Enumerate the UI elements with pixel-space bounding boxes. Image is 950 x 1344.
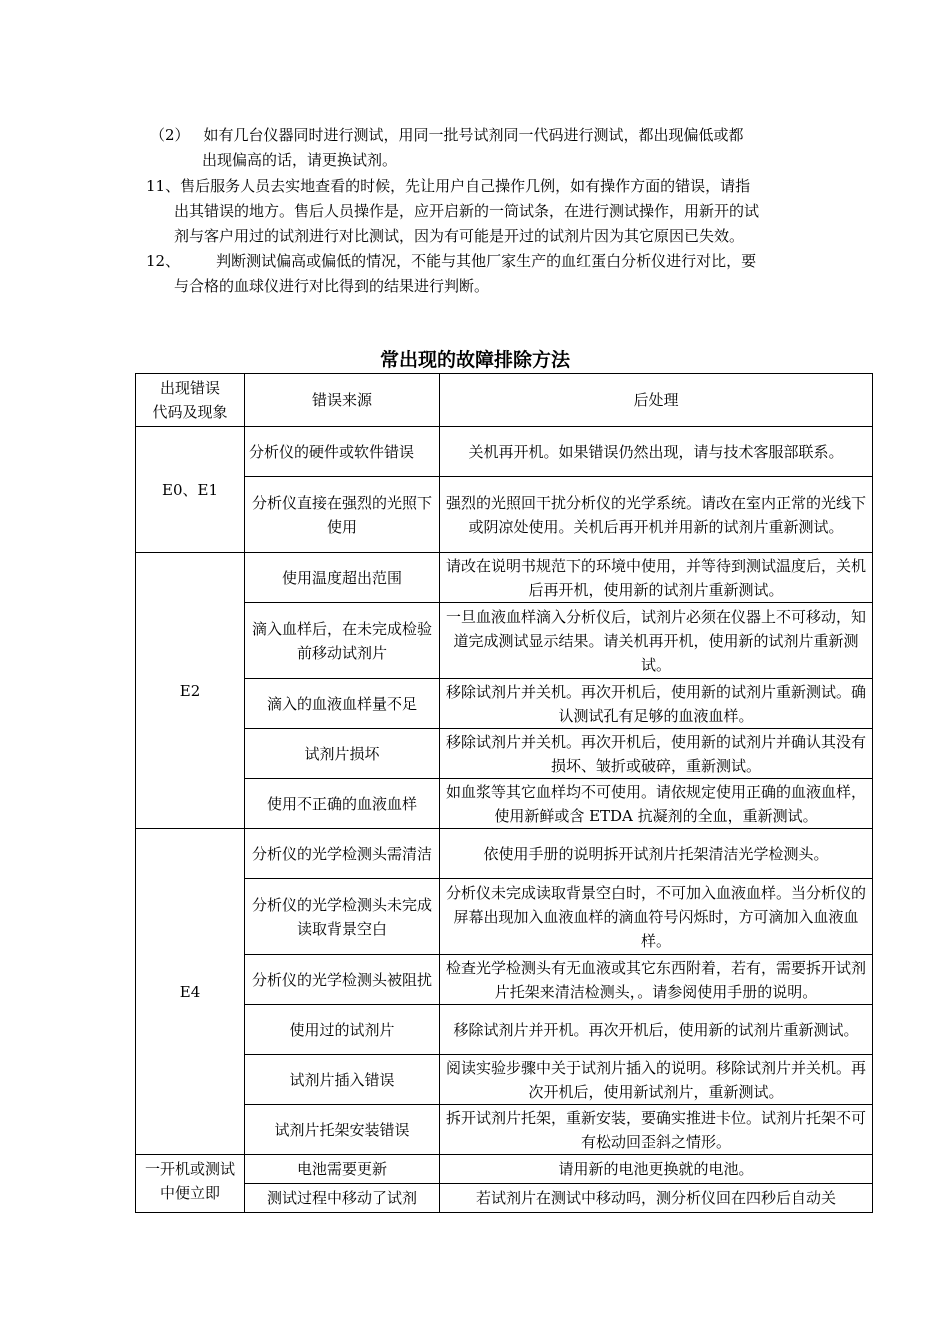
solution-cell: 移除试剂片并开机。再次开机后，使用新的试剂片重新测试。 bbox=[440, 1005, 873, 1055]
paragraph-line: 判断测试偏高或偏低的情况，不能与其他厂家生产的血红蛋白分析仪进行对比，要 bbox=[216, 252, 757, 270]
solution-cell: 若试剂片在测试中移动吗，测分析仪回在四秒后自动关 bbox=[440, 1184, 873, 1213]
troubleshooting-table bbox=[135, 373, 873, 1213]
header-code: 出现错误 代码及现象 bbox=[136, 374, 245, 427]
table-row bbox=[136, 729, 873, 779]
paragraph-line: 出其错误的地方。售后人员操作是，应开启新的一筒试条，在进行测试操作，用新开的试 bbox=[174, 202, 760, 220]
paragraph-item-12 bbox=[146, 249, 756, 299]
source-cell: 试剂片插入错误 bbox=[245, 1055, 440, 1105]
source-cell: 使用温度超出范围 bbox=[245, 553, 440, 603]
section-title: 常出现的故障排除方法 bbox=[379, 349, 570, 371]
table-row bbox=[136, 879, 873, 955]
table-row bbox=[136, 1155, 873, 1184]
solution-cell: 检查光学检测头有无血液或其它东西附着，若有，需要拆开试剂片托架来清洁检测头，。请参阅使用手册的说明。 bbox=[440, 955, 873, 1005]
error-code-cell: E2 bbox=[136, 553, 245, 829]
source-cell: 测试过程中移动了试剂 bbox=[245, 1184, 440, 1213]
paragraph-line: 剂与客户用过的试剂进行对比测试，因为有可能是开过的试剂片因为其它原因已失效。 bbox=[174, 227, 745, 245]
table-row bbox=[136, 427, 873, 477]
paragraph-item-2 bbox=[150, 123, 744, 173]
source-cell: 滴入血样后，在未完成检验前移动试剂片 bbox=[245, 603, 440, 679]
header-source: 错误来源 bbox=[245, 374, 440, 427]
paragraph-line: 售后服务人员去实地查看的时候，先让用户自己操作几例，如有操作方面的错误，请指 bbox=[180, 177, 751, 195]
source-cell: 试剂片托架安装错误 bbox=[245, 1105, 440, 1155]
source-cell: 分析仪的光学检测头被阻扰 bbox=[245, 955, 440, 1005]
source-cell: 使用过的试剂片 bbox=[245, 1005, 440, 1055]
solution-cell: 移除试剂片并关机。再次开机后，使用新的试剂片并确认其没有损坏、皱折或破碎，重新测试。 bbox=[440, 729, 873, 779]
solution-cell: 请用新的电池更换就的电池。 bbox=[440, 1155, 873, 1184]
source-cell: 分析仪的光学检测头需清洁 bbox=[245, 829, 440, 879]
error-code-cell: E4 bbox=[136, 829, 245, 1155]
source-cell: 电池需要更新 bbox=[245, 1155, 440, 1184]
table-row bbox=[136, 679, 873, 729]
solution-cell: 强烈的光照回干扰分析仪的光学系统。请改在室内正常的光线下或阴凉处使用。关机后再开机并用新的试剂片重新测试。 bbox=[440, 477, 873, 553]
error-code-cell: E0、E1 bbox=[136, 427, 245, 553]
table-header-row bbox=[136, 374, 873, 427]
item-label: 11、 bbox=[146, 177, 181, 195]
paragraph-item-11 bbox=[146, 174, 759, 249]
solution-cell: 请改在说明书规范下的环境中使用，并等待到测试温度后，关机后再开机，使用新的试剂片重新测试。 bbox=[440, 553, 873, 603]
solution-cell: 阅读实验步骤中关于试剂片插入的说明。移除试剂片并关机。再次开机后，使用新试剂片，重新测试。 bbox=[440, 1055, 873, 1105]
source-cell: 分析仪直接在强烈的光照下使用 bbox=[245, 477, 440, 553]
source-cell: 分析仪的光学检测头未完成读取背景空白 bbox=[245, 879, 440, 955]
header-handling: 后处理 bbox=[440, 374, 873, 427]
source-cell: 试剂片损坏 bbox=[245, 729, 440, 779]
paragraph-line: 如有几台仪器同时进行测试，用同一批号试剂同一代码进行测试，都出现偏低或都 bbox=[203, 126, 744, 144]
item-label: （2） bbox=[150, 126, 190, 144]
table-row bbox=[136, 553, 873, 603]
table-row bbox=[136, 1055, 873, 1105]
solution-cell: 拆开试剂片托架，重新安装，要确实推进卡位。试剂片托架不可有松动回歪斜之情形。 bbox=[440, 1105, 873, 1155]
error-code-cell: 一开机或测试中便立即 bbox=[136, 1155, 245, 1213]
source-cell: 使用不正确的血液血样 bbox=[245, 779, 440, 829]
table-row bbox=[136, 829, 873, 879]
table-row bbox=[136, 1105, 873, 1155]
table-row bbox=[136, 1184, 873, 1213]
solution-cell: 移除试剂片并关机。再次开机后，使用新的试剂片重新测试。确认测试孔有足够的血液血样。 bbox=[440, 679, 873, 729]
source-cell: 滴入的血液血样量不足 bbox=[245, 679, 440, 729]
paragraph-line: 与合格的血球仪进行对比得到的结果进行判断。 bbox=[174, 277, 490, 295]
paragraph-line: 出现偏高的话，请更换试剂。 bbox=[202, 151, 398, 169]
table-row bbox=[136, 779, 873, 829]
solution-cell: 如血浆等其它血样均不可使用。请依规定使用正确的血液血样，使用新鲜或含 ETDA 抗凝剂的全血，重新测试。 bbox=[440, 779, 873, 829]
solution-cell: 分析仪未完成读取背景空白时，不可加入血液血样。当分析仪的屏幕出现加入血液血样的滴血符号闪烁时，方可滴加入血液血样。 bbox=[440, 879, 873, 955]
table-row bbox=[136, 477, 873, 553]
solution-cell: 关机再开机。如果错误仍然出现，请与技术客服部联系。 bbox=[440, 427, 873, 477]
solution-cell: 一旦血液血样滴入分析仪后，试剂片必须在仪器上不可移动，知道完成测试显示结果。请关机再开机，使用新的试剂片重新测试。 bbox=[440, 603, 873, 679]
item-label: 12、 bbox=[146, 252, 181, 270]
table-row bbox=[136, 955, 873, 1005]
table-row bbox=[136, 1005, 873, 1055]
table-row bbox=[136, 603, 873, 679]
source-cell: 分析仪的硬件或软件错误 bbox=[245, 427, 440, 477]
solution-cell: 依使用手册的说明拆开试剂片托架清洁光学检测头。 bbox=[440, 829, 873, 879]
